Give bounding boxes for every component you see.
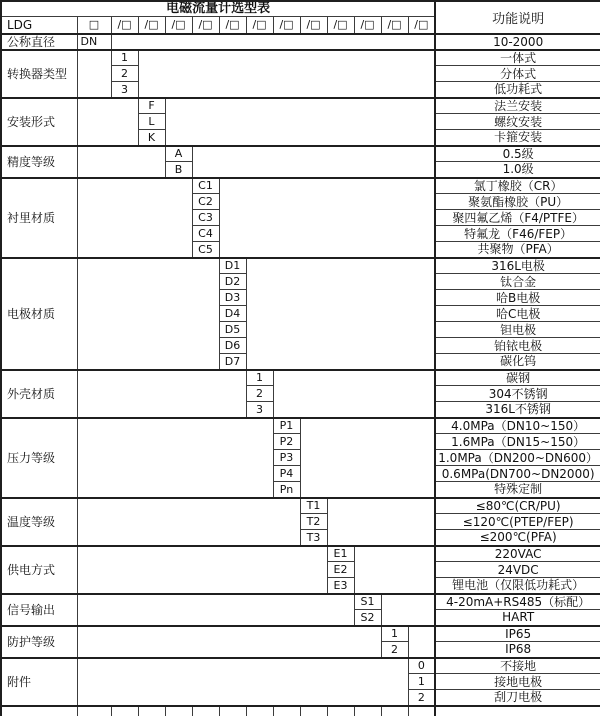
spacer-cell — [354, 546, 435, 594]
desc-cell: 锂电池（仅限低功耗式） — [435, 578, 600, 594]
desc-cell: 氯丁橡胶（CR） — [435, 178, 600, 194]
desc-cell: 304不锈钢 — [435, 386, 600, 402]
spacer-cell — [408, 626, 435, 658]
desc-cell: 共聚物（PFA） — [435, 242, 600, 258]
desc-cell: 0.5级 — [435, 146, 600, 162]
spacer-cell — [219, 178, 435, 258]
code-cell: P3 — [273, 450, 300, 466]
spacer-cell — [77, 418, 273, 498]
code-cell: S2 — [354, 610, 381, 626]
code-cell: L — [138, 114, 165, 130]
group-label: 精度等级 — [1, 146, 77, 178]
function-description-header: 功能说明 — [435, 1, 600, 34]
partial-slot-cell — [327, 706, 354, 716]
table-body — [1, 1, 600, 716]
model-slot-cell: /□ — [138, 17, 165, 34]
desc-cell: 4.0MPa（DN10~150） — [435, 418, 600, 434]
code-cell: A — [165, 146, 192, 162]
code-cell: 1 — [408, 674, 435, 690]
spacer-cell — [77, 146, 165, 178]
code-cell: D7 — [219, 354, 246, 370]
code-cell: D2 — [219, 274, 246, 290]
spacer-cell — [77, 626, 381, 658]
spacer-cell — [77, 594, 354, 626]
desc-cell: 哈C电极 — [435, 306, 600, 322]
code-cell: E3 — [327, 578, 354, 594]
code-cell: 1 — [381, 626, 408, 642]
code-cell: P4 — [273, 466, 300, 482]
spacer-cell — [300, 418, 435, 498]
spacer-cell — [381, 594, 435, 626]
desc-cell: ≤120℃(PTEP/FEP) — [435, 514, 600, 530]
spacer-cell — [165, 98, 435, 146]
desc-cell: 特氟龙（F46/FEP） — [435, 226, 600, 242]
group-label: 供电方式 — [1, 546, 77, 594]
model-slot-cell: /□ — [192, 17, 219, 34]
code-cell: E2 — [327, 562, 354, 578]
desc-cell: 1.0MPa（DN200~DN600） — [435, 450, 600, 466]
model-slot-cell: /□ — [381, 17, 408, 34]
group-label: 温度等级 — [1, 498, 77, 546]
group-label: 外壳材质 — [1, 370, 77, 418]
spacer-cell — [77, 658, 408, 706]
desc-cell: 分体式 — [435, 66, 600, 82]
model-slot-cell: /□ — [300, 17, 327, 34]
code-cell: S1 — [354, 594, 381, 610]
desc-cell: 4-20mA+RS485（标配） — [435, 594, 600, 610]
desc-cell: 316L不锈钢 — [435, 402, 600, 418]
code-cell: B — [165, 162, 192, 178]
model-box-cell: □ — [77, 17, 111, 34]
spacer-cell — [77, 98, 138, 146]
desc-cell: 钛合金 — [435, 274, 600, 290]
table-title: 电磁流量计选型表 — [1, 1, 435, 17]
desc-cell: IP65 — [435, 626, 600, 642]
partial-slot-cell — [138, 706, 165, 716]
desc-cell: 卡箍安装 — [435, 130, 600, 146]
code-cell: E1 — [327, 546, 354, 562]
desc-cell: 碳化钨 — [435, 354, 600, 370]
spacer-cell — [192, 146, 435, 178]
desc-cell: 不接地 — [435, 658, 600, 674]
group-label: 电极材质 — [1, 258, 77, 370]
partial-slot-cell — [219, 706, 246, 716]
code-cell: C1 — [192, 178, 219, 194]
code-cell: T2 — [300, 514, 327, 530]
spacer-cell — [138, 50, 435, 98]
desc-cell: 特殊定制 — [435, 482, 600, 498]
code-cell: C4 — [192, 226, 219, 242]
desc-cell: 316L电极 — [435, 258, 600, 274]
spacer-cell — [77, 370, 246, 418]
spacer-cell — [111, 34, 435, 50]
desc-cell: 聚氨酯橡胶（PU） — [435, 194, 600, 210]
group-label: 转换器类型 — [1, 50, 77, 98]
code-cell: Pn — [273, 482, 300, 498]
group-label: 公称直径 — [1, 34, 77, 50]
partial-desc-cell — [435, 706, 600, 716]
code-cell: C2 — [192, 194, 219, 210]
code-cell: T3 — [300, 530, 327, 546]
desc-cell: 220VAC — [435, 546, 600, 562]
partial-code-cell — [77, 706, 111, 716]
partial-slot-cell — [300, 706, 327, 716]
code-cell: 2 — [246, 386, 273, 402]
spacer-cell — [327, 498, 435, 546]
spacer-cell — [77, 546, 327, 594]
group-label: 信号输出 — [1, 594, 77, 626]
desc-cell: IP68 — [435, 642, 600, 658]
desc-cell: 0.6MPa(DN700~DN2000) — [435, 466, 600, 482]
code-cell: DN — [77, 34, 111, 50]
partial-label-cell — [1, 706, 77, 716]
desc-cell: 低功耗式 — [435, 82, 600, 98]
partial-slot-cell — [246, 706, 273, 716]
group-label: 附件 — [1, 658, 77, 706]
spacer-cell — [77, 498, 300, 546]
code-cell: D1 — [219, 258, 246, 274]
code-cell: 1 — [111, 50, 138, 66]
desc-cell: 法兰安装 — [435, 98, 600, 114]
code-cell: 0 — [408, 658, 435, 674]
desc-cell: 碳钢 — [435, 370, 600, 386]
desc-cell: 哈B电极 — [435, 290, 600, 306]
model-slot-cell: /□ — [165, 17, 192, 34]
spacer-cell — [246, 258, 435, 370]
code-cell: P1 — [273, 418, 300, 434]
model-slot-cell: /□ — [408, 17, 435, 34]
desc-cell: ≤80℃(CR/PU) — [435, 498, 600, 514]
desc-cell: HART — [435, 610, 600, 626]
partial-slot-cell — [273, 706, 300, 716]
code-cell: D5 — [219, 322, 246, 338]
model-prefix: LDG — [1, 17, 77, 34]
partial-slot-cell — [354, 706, 381, 716]
spacer-cell — [77, 50, 111, 98]
model-slot-cell: /□ — [273, 17, 300, 34]
desc-cell: 聚四氟乙烯（F4/PTFE） — [435, 210, 600, 226]
code-cell: 2 — [381, 642, 408, 658]
code-cell: 1 — [246, 370, 273, 386]
partial-slot-cell — [381, 706, 408, 716]
group-label: 衬里材质 — [1, 178, 77, 258]
partial-slot-cell — [192, 706, 219, 716]
code-cell: D6 — [219, 338, 246, 354]
desc-cell: 钽电极 — [435, 322, 600, 338]
partial-slot-cell — [165, 706, 192, 716]
desc-cell: 24VDC — [435, 562, 600, 578]
code-cell: P2 — [273, 434, 300, 450]
group-label: 安装形式 — [1, 98, 77, 146]
desc-cell: 刮刀电极 — [435, 690, 600, 706]
model-slot-cell: /□ — [111, 17, 138, 34]
code-cell: K — [138, 130, 165, 146]
group-label: 压力等级 — [1, 418, 77, 498]
desc-cell: 10-2000 — [435, 34, 600, 50]
group-label: 防护等级 — [1, 626, 77, 658]
code-cell: T1 — [300, 498, 327, 514]
code-cell: 3 — [246, 402, 273, 418]
spacer-cell — [77, 258, 219, 370]
desc-cell: 1.6MPa（DN15~150） — [435, 434, 600, 450]
code-cell: 3 — [111, 82, 138, 98]
code-cell: 2 — [111, 66, 138, 82]
code-cell: 2 — [408, 690, 435, 706]
code-cell: D3 — [219, 290, 246, 306]
model-slot-cell: /□ — [354, 17, 381, 34]
code-cell: D4 — [219, 306, 246, 322]
code-cell: C3 — [192, 210, 219, 226]
spacer-cell — [273, 370, 435, 418]
desc-cell: ≤200℃(PFA) — [435, 530, 600, 546]
model-slot-cell: /□ — [246, 17, 273, 34]
model-slot-cell: /□ — [327, 17, 354, 34]
code-cell: C5 — [192, 242, 219, 258]
desc-cell: 铂铱电极 — [435, 338, 600, 354]
partial-slot-cell — [408, 706, 435, 716]
code-cell: F — [138, 98, 165, 114]
model-slot-cell: /□ — [219, 17, 246, 34]
desc-cell: 接地电极 — [435, 674, 600, 690]
spacer-cell — [77, 178, 192, 258]
partial-slot-cell — [111, 706, 138, 716]
desc-cell: 一体式 — [435, 50, 600, 66]
desc-cell: 1.0级 — [435, 162, 600, 178]
desc-cell: 螺纹安装 — [435, 114, 600, 130]
